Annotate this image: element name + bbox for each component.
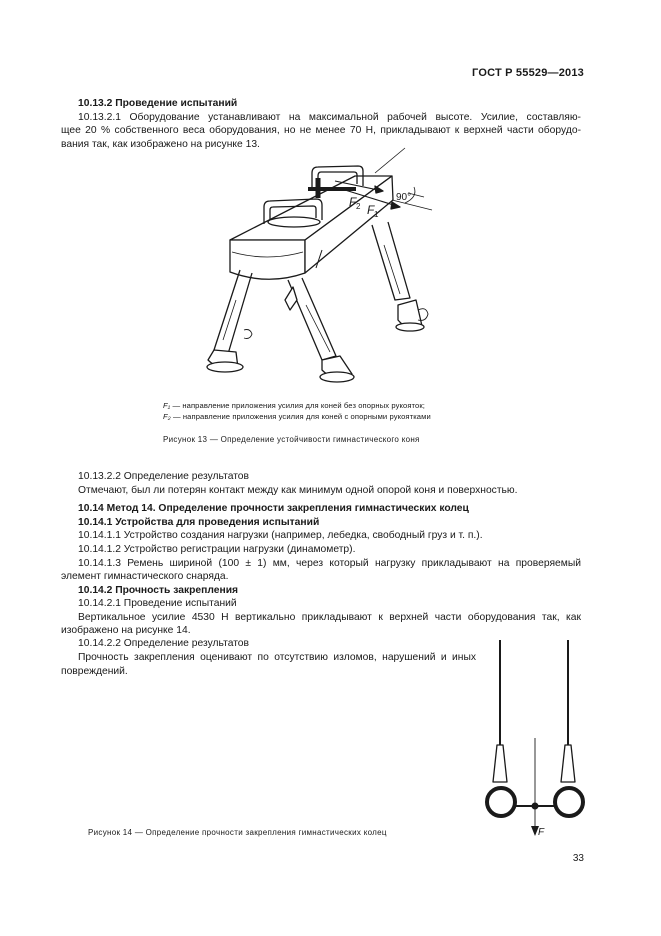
section-10-14-2-title: 10.14.2 Прочность закрепления bbox=[78, 585, 239, 596]
section-10-14-1-title: 10.14.1 Устройства для проведения испытаний bbox=[78, 517, 320, 528]
force-f-label: F bbox=[538, 827, 545, 838]
section-10-14-title: 10.14 Метод 14. Определение прочности закрепления гимнастических колец bbox=[78, 503, 469, 514]
force-f1-label: F bbox=[367, 203, 375, 217]
section-10-14-2-1-title: 10.14.2.1 Проведение испытаний bbox=[78, 598, 237, 609]
legend-f1-text: — направление приложения усилия для коней без опорных рукояток; bbox=[170, 401, 426, 410]
legend-f1-symbol: F₁ bbox=[163, 401, 171, 410]
force-f1-subscript: 1 bbox=[374, 210, 379, 219]
section-10-13-2-2-text: Отмечают, был ли потерян контакт между как минимум одной опорой коня и поверхностью. bbox=[78, 485, 518, 496]
para-10-14-2-2-line2: повреждений. bbox=[61, 666, 128, 677]
item-10-14-1-1: 10.14.1.1 Устройство создания нагрузки (например, лебедка, свободный груз и т. п.). bbox=[78, 530, 483, 541]
force-f2-label: F bbox=[349, 195, 357, 209]
figure-13-caption: Рисунок 13 — Определение устойчивости гимнастического коня bbox=[163, 435, 420, 444]
figure-14-caption: Рисунок 14 — Определение прочности закрепления гимнастических колец bbox=[88, 828, 387, 837]
para-10-13-2-1-line2: щее 20 % собственного веса оборудования, но не менее 70 Н, прикладывают к верхней части оборудо- bbox=[61, 125, 581, 136]
para-10-14-2-2-line1: Прочность закрепления оценивают по отсутствию изломов, нарушений и иных bbox=[78, 652, 476, 663]
force-f2-subscript: 2 bbox=[356, 202, 361, 211]
item-10-14-1-2: 10.14.1.2 Устройство регистрации нагрузки (динамометр). bbox=[78, 544, 356, 555]
item-10-14-1-3-line1: 10.14.1.3 Ремень шириной (100 ± 1) мм, через который нагрузку прикладывают на проверяемый bbox=[78, 558, 581, 569]
page-number: 33 bbox=[572, 853, 584, 864]
legend-f2-text: — направление приложения усилия для коней с опорными рукоятками bbox=[170, 412, 431, 421]
document-header: ГОСТ Р 55529—2013 bbox=[472, 67, 584, 79]
section-10-14-2-2-title: 10.14.2.2 Определение результатов bbox=[78, 638, 249, 649]
para-10-14-2-1-line1: Вертикальное усилие 4530 Н вертикально прикладывают к верхней части оборудования так, как bbox=[78, 612, 581, 623]
legend-f2-symbol: F₂ bbox=[163, 412, 171, 421]
para-10-13-2-1-line1: 10.13.2.1 Оборудование устанавливают на максимальной рабочей высоте. Усилие, составляю- bbox=[78, 112, 581, 123]
section-10-13-2-2-title: 10.13.2.2 Определение результатов bbox=[78, 471, 249, 482]
angle-label: 90° bbox=[396, 192, 412, 203]
section-10-13-2-title: 10.13.2 Проведение испытаний bbox=[78, 98, 238, 109]
para-10-13-2-1-line3: вания так, как изображено на рисунке 13. bbox=[61, 139, 260, 150]
para-10-14-2-1-line2: изображено на рисунке 14. bbox=[61, 625, 191, 636]
item-10-14-1-3-line2: элемент гимнастического снаряда. bbox=[61, 571, 229, 582]
